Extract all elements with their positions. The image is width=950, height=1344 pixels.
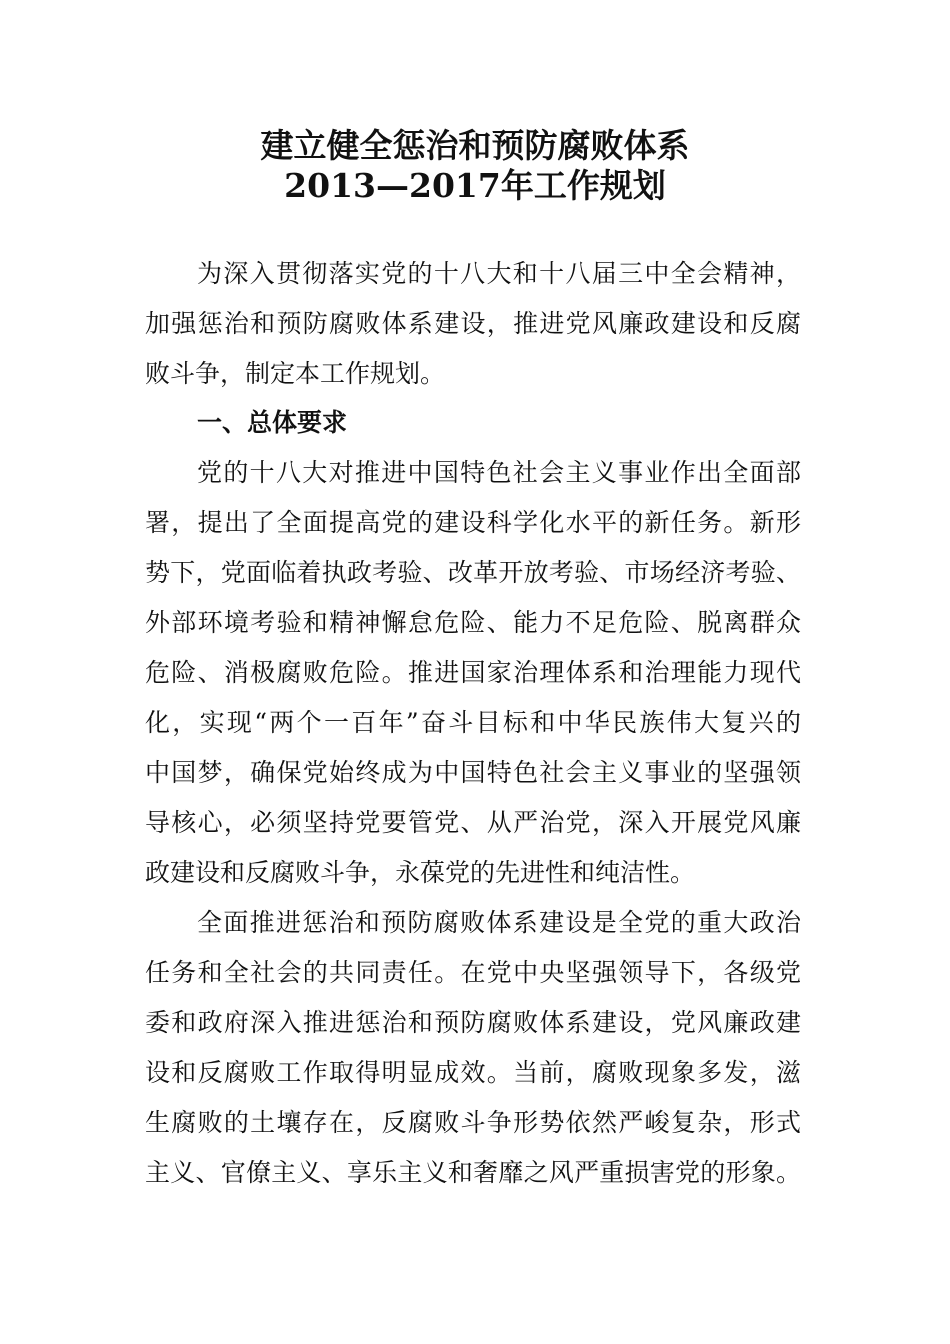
- text-line: 党的十八大对推进中国特色社会主义事业作出全面部: [197, 458, 801, 487]
- text-line: 生腐败的土壤存在，反腐败斗争形势依然严峻复杂，形式: [145, 1108, 801, 1137]
- text-line: 委和政府深入推进惩治和预防腐败体系建设，党风廉政建: [145, 1008, 801, 1037]
- text-line: 设和反腐败工作取得明显成效。当前，腐败现象多发，滋: [145, 1058, 801, 1087]
- text-line: 全面推进惩治和预防腐败体系建设是全党的重大政治: [197, 908, 801, 937]
- text-line: 主义、官僚主义、享乐主义和奢靡之风严重损害党的形象。: [145, 1158, 801, 1187]
- text-line: 外部环境考验和精神懈怠危险、能力不足危险、脱离群众: [145, 608, 801, 637]
- text-line: 败斗争，制定本工作规划。: [145, 359, 446, 388]
- text-line: 中国梦，确保党始终成为中国特色社会主义事业的坚强领: [145, 758, 801, 787]
- document-subtitle: 2013—2017年工作规划: [284, 166, 666, 205]
- text-line: 署，提出了全面提高党的建设科学化水平的新任务。新形: [145, 508, 801, 537]
- text-line: 为深入贯彻落实党的十八大和十八届三中全会精神，: [197, 259, 801, 288]
- text-line: 危险、消极腐败危险。推进国家治理体系和治理能力现代: [145, 658, 801, 687]
- text-line: 势下，党面临着执政考验、改革开放考验、市场经济考验、: [145, 558, 801, 587]
- text-line: 政建设和反腐败斗争，永葆党的先进性和纯洁性。: [145, 858, 696, 887]
- text-line: 导核心，必须坚持党要管党、从严治党，深入开展党风廉: [145, 808, 801, 837]
- section-heading: 一、总体要求: [197, 408, 348, 437]
- text-line: 加强惩治和预防腐败体系建设，推进党风廉政建设和反腐: [145, 309, 801, 338]
- text-line: 化，实现“两个一百年”奋斗目标和中华民族伟大复兴的: [145, 708, 801, 737]
- text-line: 任务和全社会的共同责任。在党中央坚强领导下，各级党: [145, 958, 801, 987]
- document-title: 建立健全惩治和预防腐败体系: [260, 126, 690, 165]
